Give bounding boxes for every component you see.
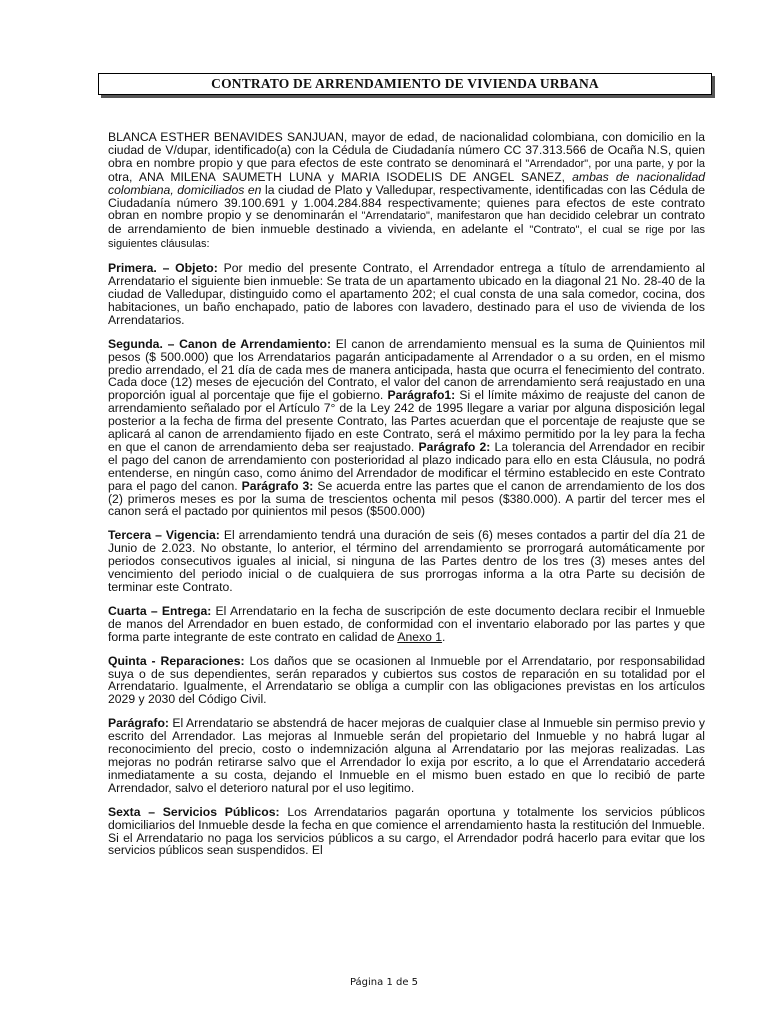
clause-quinta-text: Los daños que se ocasionen al Inmueble por el Arrendatario, por responsabilidad suya o de sus dependientes, serán reparados y cubiertos sus costos de reparación en su totalidad por el Arrendatario. Igualmente, el Arrendatario se obliga a cumplir con las obligaciones previstas en los artículos 2029 y 2030 del Código Civil. xyxy=(108,653,706,707)
clause-sexta-heading: Sexta – Servicios Públicos: xyxy=(108,804,280,819)
intro-text-3: otra, ANA MILENA SAUMETH LUNA y MARIA ISODELIS DE ANGEL SANEZ, xyxy=(108,169,573,184)
clause-segunda xyxy=(108,338,705,519)
intro-text-8: "Contrato", el cual se rige por las siguientes cláusulas: xyxy=(108,224,705,251)
intro-text-5: la ciudad de Plato y Valledupar, respectivamente, identificadas con las Cédula de Ciudadanía número 39.100.691 y 1.004.284.884 respectivamente; quienes para efectos de este contrato obran en nombre propio y se denominarán xyxy=(108,182,705,223)
page-footer: Página 1 de 5 xyxy=(349,977,419,988)
clause-segunda-text-1: El canon de arrendamiento mensual es la suma de Quinientos mil pesos ($ 500.000) que los Arrendatarios pagarán anticipadamente al Arrendador o a su orden, en el mismo predio arrendado, el 21 día de cada mes de manera anticipada, hasta que ocurra el fenecimiento del contrato. Cada doce (12) meses de ejecución del Contrato, el valor del canon de arrendamiento será reajustado en una proporción igual al porcentaje que fije el gobierno. xyxy=(108,336,705,403)
intro-paragraph xyxy=(108,131,705,251)
clause-cuarta-heading: Cuarta – Entrega: xyxy=(108,603,212,618)
clause-segunda-text-3: La tolerancia del Arrendador en recibir el pago del canon de arrendamiento con posterioridad al plazo indicado para ello en esta Cláusula, no podrá entenderse, en ningún caso, como ánimo del Arrendador de modificar el término establecido en este Contrato para el pago del canon. xyxy=(108,439,705,493)
clause-cuarta-text: El Arrendatario en la fecha de suscripción de este documento declara recibir el Inmueble de manos del Arrendador en buen estado, de conformidad con el inventario elaborado por las partes y que forma parte integrante de este contrato en calidad de xyxy=(108,603,705,644)
clause-sexta-text: Los Arrendatarios pagarán oportuna y totalmente los servicios públicos domiciliarios del Inmueble desde la fecha en que comience el arrendamiento hasta la restitución del Inmueble. Si el Arrendatario no paga los servicios públicos a su cargo, el Arrendador podrá hacerlo para evitar que los servicios públicos sean suspendidos. El xyxy=(108,804,705,858)
clause-segunda-text-4: Se acuerda entre las partes que el canon de arrendamiento de los dos (2) primeros meses es por la suma de trescientos ochenta mil pesos ($380.000). A partir del tercer mes el canon será el pactado por quinientos mil pesos ($500.000) xyxy=(108,478,705,519)
paragrafo-3-heading: Parágrafo 3: xyxy=(241,478,314,493)
clause-paragrafo-text: El Arrendatario se abstendrá de hacer mejoras de cualquier clase al Inmueble sin permiso previo y escrito del Arrendador. Las mejoras al Inmueble serán del propietario del Inmueble y no habrá lugar al reconocimiento del precio, costo o indemnización alguna al Arrendatario por las mejoras realizadas. Las mejoras no podrán retirarse salvo que el Arrendador lo exija por escrito, a lo que el Arrendatario accederá inmediatamente a su costa, dejando el Inmueble en el mismo buen estado en que lo recibió de parte Arrendador, salvo el deterioro natural por el uso legitimo. xyxy=(108,716,705,795)
clause-paragrafo-heading: Parágrafo: xyxy=(108,716,169,731)
clause-segunda-text-2: Si el límite máximo de reajuste del canon de arrendamiento señalado por el Artículo 7° de la Ley 242 de 1995 llegare a variar por alguna disposición legal posterior a la fecha de firma del presente Contrato, las Partes acuerdan que el porcentaje de reajuste que se aplicará al canon de arrendamiento fijado en este Contrato, será el máximo permitido por la ley para la fecha en que el canon de arrendamiento deba ser reajustado. xyxy=(108,388,705,454)
intro-text-6: el "Arrendatario", manifestaron que han decidido xyxy=(348,210,595,223)
clause-paragrafo xyxy=(108,717,705,794)
clause-sexta xyxy=(108,806,705,858)
clause-cuarta-end: . xyxy=(442,629,446,644)
clause-tercera-text: El arrendamiento tendrá una duración de seis (6) meses contados a partir del día 21 de Junio de 2.023. No obstante, lo anterior, el término del arrendamiento se prorrogará automáticamente por periodos consecutivos iguales al inicial, si ninguna de las Partes dentro de los tres (3) meses antes del vencimiento del periodo inicial o de cualquiera de sus prorrogas informa a la otra Parte su decisión de terminar este Contrato. xyxy=(108,528,706,594)
clause-cuarta xyxy=(108,605,705,644)
intro-text-2: denominará el "Arrendador", por una parte, y por la xyxy=(451,157,706,170)
clause-primera-text: Por medio del presente Contrato, el Arrendador entrega a título de arrendamiento al Arrendatario el siguiente bien inmueble: Se trata de un apartamento ubicado en la diagonal 21 No. 28-40 de la ciudad de Valledupar, distinguido como el apartamento 202; el cual consta de una sala comedor, cocina, dos habitaciones, un baño enchapado, patio de labores con lavadero, destinado para el uso de vivienda de los Arrendatarios. xyxy=(108,261,705,327)
paragrafo-2-heading: Parágrafo 2: xyxy=(418,439,491,454)
clause-primera xyxy=(108,262,705,327)
clause-quinta-heading: Quinta - Reparaciones: xyxy=(108,653,245,668)
document-title: CONTRATO DE ARRENDAMIENTO DE VIVIENDA URBANA xyxy=(211,76,599,91)
clause-tercera xyxy=(108,529,705,594)
intro-text-4: ambas de nacionalidad colombiana, domiciliados en xyxy=(108,169,705,197)
intro-text-1: BLANCA ESTHER BENAVIDES SANJUAN, mayor de edad, de nacionalidad colombiana, con domicilio en la ciudad de V/dupar, identificado(a) con la Cédula de Ciudadanía número CC 37.313.566 de Ocaña N.S, quien obra en nombre propio y que para efectos de este contrato se xyxy=(108,130,705,170)
annex-reference: Anexo 1 xyxy=(397,629,443,644)
paragrafo-1-heading: Parágrafo1: xyxy=(387,388,456,403)
clause-primera-heading: Primera. – Objeto: xyxy=(108,261,218,276)
clause-quinta xyxy=(108,655,705,707)
intro-text-7: celebrar un contrato de arrendamiento de bien inmueble destinado a vivienda, en adelante el xyxy=(108,208,705,237)
clause-segunda-heading: Segunda. – Canon de Arrendamiento: xyxy=(108,336,332,351)
clause-tercera-heading: Tercera – Vigencia: xyxy=(108,528,220,543)
document-title-box xyxy=(98,73,712,95)
contract-body xyxy=(108,131,705,868)
